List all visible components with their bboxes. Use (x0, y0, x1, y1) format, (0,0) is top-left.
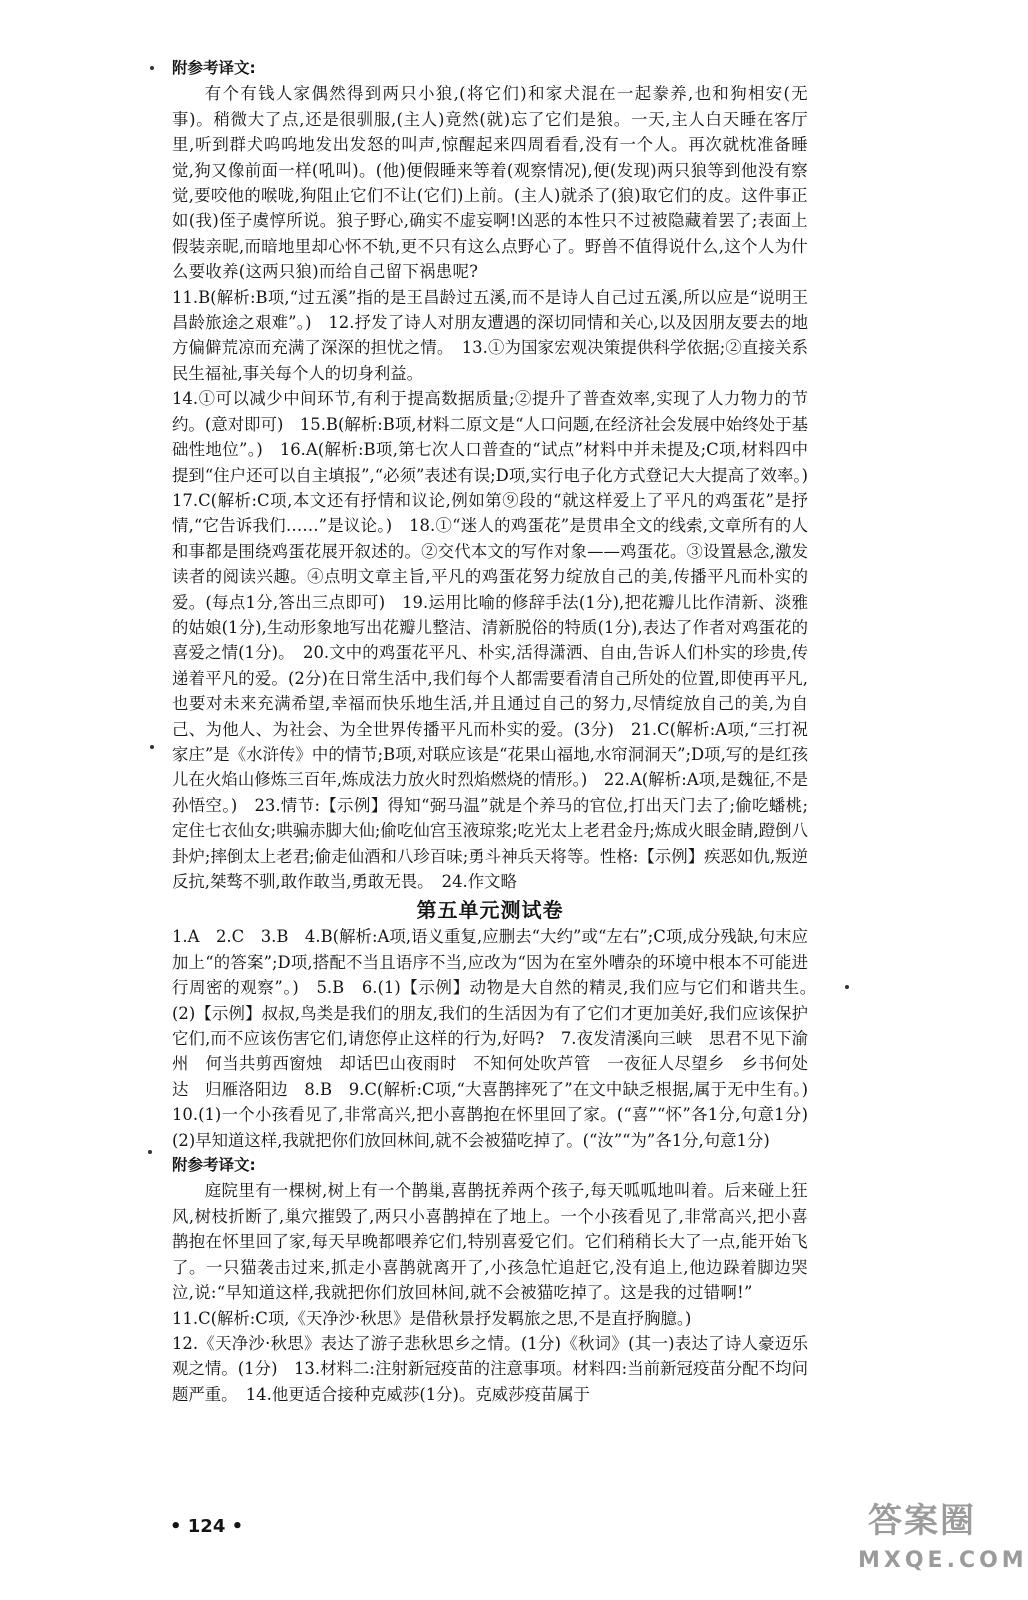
answer-page (172, 56, 825, 1407)
scan-speck (150, 66, 154, 70)
page-number: • 124 • (170, 1516, 244, 1537)
answers-block: 11.B(解析:B项,“过五溪”指的是王昌龄过五溪,而不是诗人自己过五溪,所以应是“说明王昌龄旅途之艰难”。) 12.抒发了诗人对朋友遭遇的深切同情和关心,以及因朋友要去的地方偏僻荒凉而充满了深深的担忧之情。 13.①为国家宏观决策提供科学依据;②直接关系民生福祉,事关每个人的切身利益。 (172, 287, 808, 383)
answers-block: 12.《天净沙·秋思》表达了游子悲秋思乡之情。(1分)《秋词》(其一)表达了诗人豪迈乐观之情。(1分) 13.材料二:注射新冠疫苗的注意事项。材料四:当前新冠疫苗分配不均问题严重。 14.他更适合接种克威莎(1分)。克威莎疫苗属于 (172, 1333, 808, 1404)
scan-speck (845, 985, 849, 989)
scan-speck (150, 745, 154, 749)
watermark-text: 答案圈 (868, 1501, 976, 1541)
section-title: 第五单元测试卷 (416, 898, 564, 923)
watermark-url: MXQE.COM (858, 1548, 1028, 1573)
reference-translation-text: 庭院里有一棵树,树上有一个鹊巢,喜鹊抚养两个孩子,每天呱呱地叫着。后来碰上狂风,树枝折断了,巢穴摧毁了,两只小喜鹊掉在了地上。一个小孩看见了,非常高兴,把小喜鹊抱在怀里回了家,每天早晚都喂养它们,特别喜爱它们。它们稍稍长大了一点,能开始飞了。一只猫袭击过来,抓走小喜鹊就离开了,小孩急忙追赶它,没有追上,他边跺着脚边哭泣,说:“早知道这样,我就把你们放回林间,就不会被猫吃掉了。这是我的过错啊!” (172, 1181, 808, 1303)
scan-speck (148, 1150, 152, 1154)
answers-block: 14.①可以减少中间环节,有利于提高数据质量;②提升了普查效率,实现了人力物力的节约。(意对即可) 15.B(解析:B项,材料二原文是“人口问题,在经济社会发展中始终处于基础性地位”。) 16.A(解析:B项,第七次人口普查的“试点”材料中并未提及;C项,材料四中提到“住户还可以自主填报”,“必须”表述有误;D项,实行电子化方式登记大大提高了效率。) 17.C(解析:C项,本文还有抒情和议论,例如第⑨段的“就这样爱上了平凡的鸡蛋花”是抒情,“它告诉我们……”是议论。) 18.①“迷人的鸡蛋花”是贯串全文的线索,文章所有的人和事都是围绕鸡蛋花展开叙述的。②交代本文的写作对象——鸡蛋花。③设置悬念,激发读者的阅读兴趣。④点明文章主旨,平凡的鸡蛋花努力绽放自己的美,传播平凡而朴实的爱。(每点1分,答出三点即可) 19.运用比喻的修辞手法(1分),把花瓣儿比作清新、淡雅的姑娘(1分),生动形象地写出花瓣儿整洁、清新脱俗的特质(1分),表达了作者对鸡蛋花的喜爱之情(1分)。 20.文中的鸡蛋花平凡、朴实,活得潇洒、自由,告诉人们朴实的珍贵,传递着平凡的爱。(2分)在日常生活中,我们每个人都需要看清自己所处的位置,即使再平凡,也要对未来充满希望,幸福而快乐地生活,并且通过自己的努力,尽情绽放自己的美,为自己、为他人、为社会、为全世界传播平凡而朴实的爱。(3分) 21.C(解析:A项,“三打祝家庄”是《水浒传》中的情节;B项,对联应该是“花果山福地,水帘洞洞天”;D项,写的是红孩儿在火焰山修炼三百年,炼成法力放火时烈焰燃烧的情形。) 22.A(解析:A项,是魏征,不是孙悟空。) 23.情节:【示例】得知“弼马温”就是个养马的官位,打出天门去了;偷吃蟠桃;定住七衣仙女;哄骗赤脚大仙;偷吃仙宫玉液琼浆;吃光太上老君金丹;炼成火眼金睛,蹬倒八卦炉;摔倒太上老君;偷走仙酒和八珍百味;勇斗神兵天将等。性格:【示例】疾恶如仇,叛逆反抗,桀骜不驯,敢作敢当,勇敢无畏。 24.作文略 (172, 389, 825, 891)
watermark-logo (858, 1496, 1028, 1594)
answers-block: 1.A 2.C 3.B 4.B(解析:A项,语义重复,应删去“大约”或“左右”;C项,成分残缺,句末应加上“的答案”;D项,搭配不当且语序不当,应改为“因为在室外嘈杂的环境中根本不可能进行周密的观察”。) 5.B 6.(1)【示例】动物是大自然的精灵,我们应与它们和谐共生。 (2)【示例】叔叔,鸟类是我们的朋友,我们的生活因为有了它们才更加美好,我们应该保护它们,而不应该伤害它们,请您停止这样的行为,好吗? 7.夜发清溪向三峡 思君不见下渝州 何当共剪西窗烛 却话巴山夜雨时 不知何处吹芦管 一夜征人尽望乡 乡书何处达 归雁洛阳边 8.B 9.C(解析:C项,“大喜鹊摔死了”在文中缺乏根据,属于无中生有。) 10.(1)一个小孩看见了,非常高兴,把小喜鹊抱在怀里回了家。(“喜”“怀”各1分,句意1分) (2)早知道这样,我就把你们放回林间,就不会被猫吃掉了。(“汝”“为”各1分,句意1分) (172, 927, 825, 1150)
answers-block: 11.C(解析:C项,《天净沙·秋思》是借秋景抒发羁旅之思,不是直抒胸臆。) (172, 1308, 692, 1328)
reference-translation-heading: 附参考译文: (172, 1156, 256, 1175)
reference-translation-text: 有个有钱人家偶然得到两只小狼,(将它们)和家犬混在一起豢养,也和狗相安(无事)。稍微大了点,还是很驯服,(主人)竟然(就)忘了它们是狼。一天,主人白天睡在客厅里,听到群犬呜呜地发出发怒的叫声,惊醒起来四周看看,没有一个人。再次就枕准备睡觉,狗又像前面一样(吼叫)。(他)便假睡来等着(观察情况),便(发现)两只狼等到他没有察觉,要咬他的喉咙,狗阻止它们不让(它们)上前。(主人)就杀了(狼)取它们的皮。这件事正如(我)侄子虞惇所说。狼子野心,确实不虚妄啊!凶恶的本性只不过被隐藏着罢了;表面上假装亲昵,而暗地里却心怀不轨,更不只有这么点野心了。野兽不值得说什么,这个人为什么要收养(这两只狼)而给自己留下祸患呢? (172, 84, 808, 282)
reference-translation-heading: 附参考译文: (172, 59, 256, 77)
